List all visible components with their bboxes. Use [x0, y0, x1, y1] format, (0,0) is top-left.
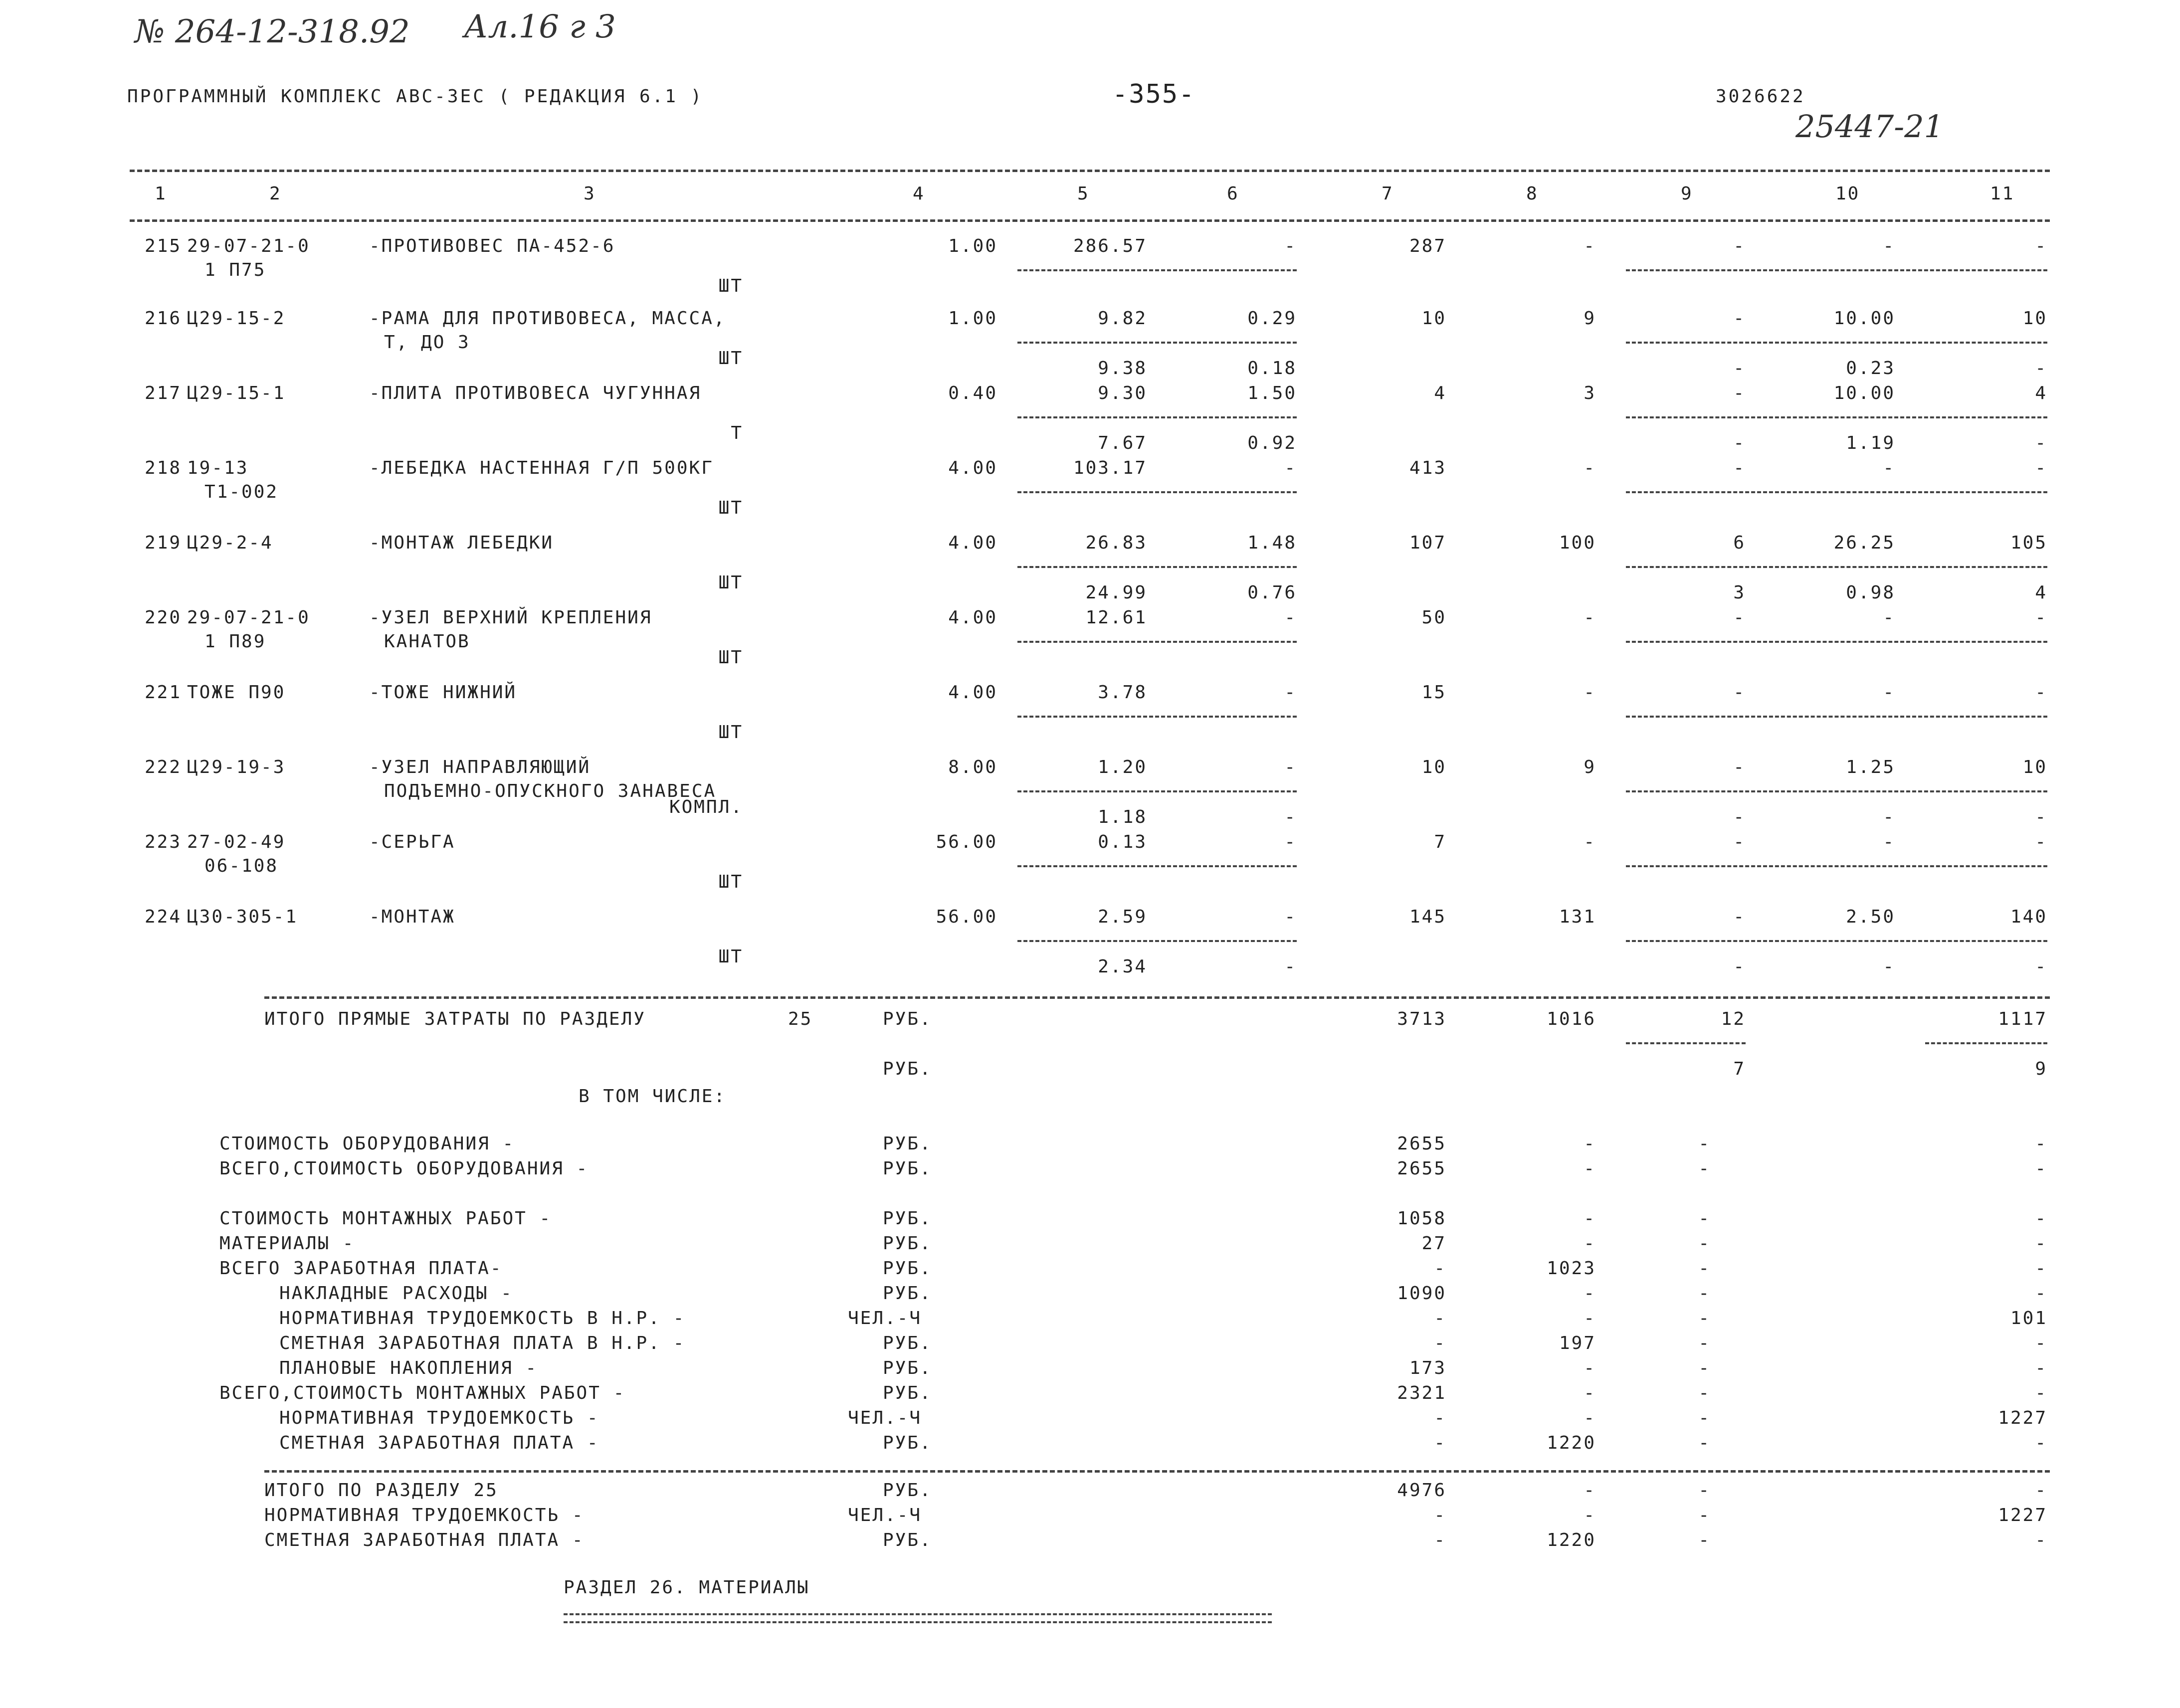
row-number: 217 — [145, 383, 182, 403]
row-number: 216 — [145, 308, 182, 329]
row-col6-line2: 0.76 — [1247, 582, 1297, 603]
totals-line-label: МАТЕРИАЛЫ - — [219, 1233, 355, 1254]
row-code: 27-02-49 — [187, 832, 286, 852]
row-code-line2: Т1-002 — [204, 482, 279, 502]
totals-rule — [264, 996, 2050, 999]
row-col9: - — [1733, 458, 1746, 478]
totals-line-col11: - — [2035, 1158, 2047, 1179]
row-subrule-price — [1017, 342, 1297, 344]
totals-line-unit: РУБ. — [883, 1258, 932, 1279]
row-total-cost: 50 — [1421, 607, 1446, 628]
row-quantity: 4.00 — [948, 607, 997, 628]
row-col6: - — [1284, 458, 1297, 478]
row-col11: - — [2035, 832, 2047, 852]
totals-line-unit: РУБ. — [883, 1383, 932, 1403]
direct-subrule-col11 — [1925, 1042, 2047, 1044]
row-code: 29-07-21-0 — [187, 607, 310, 628]
column-number: 10 — [1835, 184, 1860, 204]
totals-line-col9: - — [1698, 1308, 1711, 1328]
row-unit: ШТ — [718, 947, 743, 967]
totals-line-label: ПЛАНОВЫЕ НАКОПЛЕНИЯ - — [279, 1358, 538, 1378]
totals-line-col8: - — [1584, 1233, 1596, 1254]
row-col10: - — [1883, 458, 1895, 478]
row-col6: - — [1284, 757, 1297, 777]
row-col10: - — [1883, 607, 1895, 628]
row-subrule-right — [1626, 491, 2047, 493]
section-total-col11: - — [2035, 1480, 2047, 1501]
row-unit: ШТ — [718, 722, 743, 743]
row-col8: 100 — [1559, 533, 1596, 553]
totals-line-col11: - — [2035, 1233, 2047, 1254]
row-number: 220 — [145, 607, 182, 628]
row-col6: 0.29 — [1247, 308, 1297, 329]
row-total-cost: 413 — [1409, 458, 1446, 478]
row-code: Ц29-2-4 — [187, 533, 273, 553]
row-subrule-price — [1017, 716, 1297, 718]
totals-line-col7: 1058 — [1397, 1208, 1446, 1229]
row-number: 221 — [145, 682, 182, 703]
row-col8: 131 — [1559, 907, 1596, 927]
row-subrule-right — [1626, 416, 2047, 418]
row-col8: - — [1584, 832, 1596, 852]
row-col8: - — [1584, 682, 1596, 703]
row-col10: 10.00 — [1833, 383, 1895, 403]
row-code: Ц29-15-2 — [187, 308, 286, 329]
row-unit: ШТ — [718, 498, 743, 518]
row-col10-line2: 0.98 — [1846, 582, 1895, 603]
row-col6: 1.48 — [1247, 533, 1297, 553]
section-total-label: ИТОГО ПО РАЗДЕЛУ 25 — [264, 1480, 498, 1501]
totals-line-col9: - — [1698, 1233, 1711, 1254]
row-name: -УЗЕЛ ВЕРХНИЙ КРЕПЛЕНИЯ — [369, 607, 652, 628]
row-col8: - — [1584, 607, 1596, 628]
row-code: 29-07-21-0 — [187, 236, 310, 256]
section-total-unit: ЧЕЛ.-Ч — [848, 1505, 922, 1525]
row-subrule-price — [1017, 940, 1297, 942]
section-total-label: СМЕТНАЯ ЗАРАБОТНАЯ ПЛАТА - — [264, 1530, 585, 1550]
row-col6: 1.50 — [1247, 383, 1297, 403]
row-unit-price-labor: 24.99 — [1085, 582, 1147, 603]
column-number: 6 — [1227, 184, 1239, 204]
totals-line-col8: - — [1584, 1134, 1596, 1154]
row-unit: ШТ — [718, 647, 743, 668]
section-total-col8: - — [1584, 1505, 1596, 1525]
row-total-cost: 4 — [1434, 383, 1446, 403]
row-subrule-price — [1017, 416, 1297, 418]
section-total-col7: - — [1434, 1505, 1446, 1525]
totals-line-col9: - — [1698, 1333, 1711, 1353]
totals-line-label: СМЕТНАЯ ЗАРАБОТНАЯ ПЛАТА В Н.Р. - — [279, 1333, 686, 1353]
row-col11-line2: 4 — [2035, 582, 2047, 603]
row-name: -МОНТАЖ ЛЕБЕДКИ — [369, 533, 554, 553]
including-label: В ТОМ ЧИСЛЕ: — [579, 1086, 727, 1107]
totals-line-unit: РУБ. — [883, 1283, 932, 1304]
direct-costs-unit-2: РУБ. — [883, 1059, 932, 1079]
totals-line-col7: - — [1434, 1258, 1446, 1279]
totals-line-col7: 2321 — [1397, 1383, 1446, 1403]
totals-line-col8: - — [1584, 1208, 1596, 1229]
row-col10-line2: - — [1883, 956, 1895, 977]
totals-line-col11: - — [2035, 1358, 2047, 1378]
direct-costs-col9: 12 — [1721, 1009, 1746, 1029]
row-col6: - — [1284, 682, 1297, 703]
row-unit-price-labor: 2.34 — [1098, 956, 1147, 977]
row-col9-line2: 3 — [1733, 582, 1746, 603]
row-unit-price-labor: 1.18 — [1098, 807, 1147, 827]
column-number: 11 — [1990, 184, 2015, 204]
totals-line-col11: - — [2035, 1258, 2047, 1279]
row-col9: - — [1733, 907, 1746, 927]
row-col10-line2: 0.23 — [1846, 358, 1895, 379]
column-number: 3 — [584, 184, 596, 204]
row-col6-line2: - — [1284, 807, 1297, 827]
totals-line-col11: - — [2035, 1134, 2047, 1154]
totals-line-col8: - — [1584, 1158, 1596, 1179]
row-name-line2: Т, ДО 3 — [384, 332, 470, 353]
next-section-underline — [564, 1613, 1272, 1623]
row-col11: 4 — [2035, 383, 2047, 403]
handwritten-reference: 25447-21 — [1795, 108, 1944, 145]
totals-line-col7: 2655 — [1397, 1158, 1446, 1179]
totals-line-col7: 27 — [1421, 1233, 1446, 1254]
header-bottom-rule — [130, 219, 2050, 222]
row-col9: 6 — [1733, 533, 1746, 553]
totals-line-col9: - — [1698, 1383, 1711, 1403]
row-col9: - — [1733, 607, 1746, 628]
row-col11-line2: - — [2035, 807, 2047, 827]
row-col11: 10 — [2022, 308, 2047, 329]
row-col10: - — [1883, 682, 1895, 703]
row-number: 219 — [145, 533, 182, 553]
totals-line-col9: - — [1698, 1433, 1711, 1453]
direct-costs-section: 25 — [788, 1009, 813, 1029]
totals-line-col8: - — [1584, 1408, 1596, 1428]
row-subrule-price — [1017, 641, 1297, 643]
row-col6: - — [1284, 236, 1297, 256]
row-quantity: 4.00 — [948, 533, 997, 553]
totals-line-col7: 2655 — [1397, 1134, 1446, 1154]
row-col11: - — [2035, 682, 2047, 703]
row-subrule-right — [1626, 865, 2047, 867]
totals-line-col11: - — [2035, 1283, 2047, 1304]
section-total-col7: 4976 — [1397, 1480, 1446, 1501]
row-code: Ц29-19-3 — [187, 757, 286, 777]
totals-line-col8: - — [1584, 1358, 1596, 1378]
row-name: -МОНТАЖ — [369, 907, 455, 927]
row-subrule-right — [1626, 716, 2047, 718]
handwritten-sheet-mark: Ал.16 г 3 — [464, 8, 616, 45]
row-name: -РАМА ДЛЯ ПРОТИВОВЕСА, МАССА, — [369, 308, 726, 329]
totals-line-col8: - — [1584, 1308, 1596, 1328]
direct-costs-label: ИТОГО ПРЯМЫЕ ЗАТРАТЫ ПО РАЗДЕЛУ — [264, 1009, 646, 1029]
row-subrule-price — [1017, 790, 1297, 792]
section-total-col9: - — [1698, 1480, 1711, 1501]
column-number: 8 — [1526, 184, 1539, 204]
section-total-col7: - — [1434, 1530, 1446, 1550]
row-unit: ШТ — [718, 276, 743, 296]
row-unit: КОМПЛ. — [669, 797, 743, 817]
row-col10-line2: - — [1883, 807, 1895, 827]
row-code: Ц29-15-1 — [187, 383, 286, 403]
row-subrule-price — [1017, 491, 1297, 493]
totals-line-col7: 1090 — [1397, 1283, 1446, 1304]
row-quantity: 4.00 — [948, 682, 997, 703]
row-unit-price: 3.78 — [1098, 682, 1147, 703]
row-subrule-price — [1017, 865, 1297, 867]
totals-line-col7: - — [1434, 1433, 1446, 1453]
row-subrule-price — [1017, 566, 1297, 568]
row-col11: 105 — [2010, 533, 2047, 553]
row-total-cost: 15 — [1421, 682, 1446, 703]
row-total-cost: 145 — [1409, 907, 1446, 927]
direct-subrule-col9 — [1626, 1042, 1746, 1044]
row-quantity: 1.00 — [948, 236, 997, 256]
row-unit-price: 286.57 — [1073, 236, 1147, 256]
section-total-col11: - — [2035, 1530, 2047, 1550]
header-top-rule — [130, 170, 2050, 172]
page-number: -355- — [1112, 79, 1195, 109]
row-subrule-price — [1017, 269, 1297, 271]
totals-line-col9: - — [1698, 1208, 1711, 1229]
row-subrule-right — [1626, 566, 2047, 568]
totals-line-col9: - — [1698, 1158, 1711, 1179]
row-unit: Т — [731, 423, 743, 443]
totals-line-label: СТОИМОСТЬ МОНТАЖНЫХ РАБОТ - — [219, 1208, 552, 1229]
row-quantity: 8.00 — [948, 757, 997, 777]
totals-line-col8: 1220 — [1547, 1433, 1596, 1453]
totals-line-unit: РУБ. — [883, 1158, 932, 1179]
totals-line-col11: - — [2035, 1383, 2047, 1403]
totals-line-col9: - — [1698, 1283, 1711, 1304]
row-col8: 9 — [1584, 308, 1596, 329]
row-col9-line2: - — [1733, 358, 1746, 379]
row-col9-line2: - — [1733, 807, 1746, 827]
row-unit-price: 1.20 — [1098, 757, 1147, 777]
row-unit-price-labor: 9.38 — [1098, 358, 1147, 379]
row-subrule-right — [1626, 342, 2047, 344]
document-code: 3026622 — [1716, 86, 1805, 107]
totals-line-col8: - — [1584, 1283, 1596, 1304]
row-col9-line2: - — [1733, 433, 1746, 453]
section-total-col8: 1220 — [1547, 1530, 1596, 1550]
next-section-title: РАЗДЕЛ 26. МАТЕРИАЛЫ — [564, 1577, 810, 1598]
row-col10: 26.25 — [1833, 533, 1895, 553]
row-col9: - — [1733, 236, 1746, 256]
totals-line-col8: 1023 — [1547, 1258, 1596, 1279]
row-col9: - — [1733, 832, 1746, 852]
row-col6-line2: - — [1284, 956, 1297, 977]
row-number: 224 — [145, 907, 182, 927]
row-name: -СЕРЬГА — [369, 832, 455, 852]
row-col11: - — [2035, 236, 2047, 256]
row-subrule-right — [1626, 641, 2047, 643]
row-col10: - — [1883, 236, 1895, 256]
totals-line-label: ВСЕГО,СТОИМОСТЬ ОБОРУДОВАНИЯ - — [219, 1158, 589, 1179]
direct-costs-col11: 1117 — [1998, 1009, 2047, 1029]
column-number: 4 — [913, 184, 925, 204]
row-number: 218 — [145, 458, 182, 478]
row-unit: ШТ — [718, 348, 743, 369]
totals-line-col11: 1227 — [1998, 1408, 2047, 1428]
totals-line-label: НОРМАТИВНАЯ ТРУДОЕМКОСТЬ - — [279, 1408, 599, 1428]
row-unit-price: 9.82 — [1098, 308, 1147, 329]
row-code: Ц30-305-1 — [187, 907, 298, 927]
row-name: -ПРОТИВОВЕС ПА-452-6 — [369, 236, 615, 256]
row-name-line2: КАНАТОВ — [384, 631, 470, 652]
section-total-col9: - — [1698, 1530, 1711, 1550]
totals-line-label: НОРМАТИВНАЯ ТРУДОЕМКОСТЬ В Н.Р. - — [279, 1308, 686, 1328]
row-col6: - — [1284, 907, 1297, 927]
row-quantity: 1.00 — [948, 308, 997, 329]
row-number: 223 — [145, 832, 182, 852]
row-subrule-right — [1626, 940, 2047, 942]
row-quantity: 56.00 — [936, 832, 997, 852]
row-number: 215 — [145, 236, 182, 256]
row-unit: ШТ — [718, 872, 743, 892]
direct-costs-col8: 1016 — [1547, 1009, 1596, 1029]
totals-line-label: ВСЕГО,СТОИМОСТЬ МОНТАЖНЫХ РАБОТ - — [219, 1383, 626, 1403]
row-col10: - — [1883, 832, 1895, 852]
totals-line-col11: - — [2035, 1208, 2047, 1229]
totals-line-col9: - — [1698, 1358, 1711, 1378]
row-unit-price-labor: 7.67 — [1098, 433, 1147, 453]
row-col11: 140 — [2010, 907, 2047, 927]
totals-line-unit: РУБ. — [883, 1208, 932, 1229]
section-total-col8: - — [1584, 1480, 1596, 1501]
totals-line-col11: - — [2035, 1333, 2047, 1353]
section-total-col9: - — [1698, 1505, 1711, 1525]
totals-line-col11: 101 — [2010, 1308, 2047, 1328]
column-number: 2 — [269, 184, 282, 204]
column-number: 7 — [1382, 184, 1394, 204]
row-name: -УЗЕЛ НАПРАВЛЯЮЩИЙ — [369, 757, 591, 777]
row-col10: 2.50 — [1846, 907, 1895, 927]
row-col8: 3 — [1584, 383, 1596, 403]
direct-costs-col11-line2: 9 — [2035, 1059, 2047, 1079]
row-code-line2: 06-108 — [204, 856, 279, 876]
row-col9: - — [1733, 383, 1746, 403]
section-rule — [264, 1470, 2050, 1473]
totals-line-col7: - — [1434, 1333, 1446, 1353]
row-total-cost: 287 — [1409, 236, 1446, 256]
row-col6: - — [1284, 832, 1297, 852]
row-col11: - — [2035, 607, 2047, 628]
section-total-unit: РУБ. — [883, 1530, 932, 1550]
totals-line-label: СТОИМОСТЬ ОБОРУДОВАНИЯ - — [219, 1134, 515, 1154]
direct-costs-total: 3713 — [1397, 1009, 1446, 1029]
row-unit-price: 12.61 — [1085, 607, 1147, 628]
totals-line-unit: ЧЕЛ.-Ч — [848, 1408, 922, 1428]
row-total-cost: 10 — [1421, 308, 1446, 329]
row-col11-line2: - — [2035, 433, 2047, 453]
row-col10: 1.25 — [1846, 757, 1895, 777]
totals-line-label: ВСЕГО ЗАРАБОТНАЯ ПЛАТА- — [219, 1258, 503, 1279]
totals-line-col9: - — [1698, 1134, 1711, 1154]
totals-line-col9: - — [1698, 1408, 1711, 1428]
row-col9: - — [1733, 682, 1746, 703]
totals-line-label: СМЕТНАЯ ЗАРАБОТНАЯ ПЛАТА - — [279, 1433, 599, 1453]
row-code: ТОЖЕ П90 — [187, 682, 286, 703]
row-total-cost: 107 — [1409, 533, 1446, 553]
row-code-line2: 1 П75 — [204, 260, 266, 280]
totals-line-col7: - — [1434, 1408, 1446, 1428]
section-total-label: НОРМАТИВНАЯ ТРУДОЕМКОСТЬ - — [264, 1505, 585, 1525]
totals-line-unit: РУБ. — [883, 1358, 932, 1378]
row-col9: - — [1733, 308, 1746, 329]
row-col9: - — [1733, 757, 1746, 777]
row-total-cost: 10 — [1421, 757, 1446, 777]
row-col8: - — [1584, 236, 1596, 256]
totals-line-unit: РУБ. — [883, 1134, 932, 1154]
row-quantity: 4.00 — [948, 458, 997, 478]
totals-line-unit: РУБ. — [883, 1433, 932, 1453]
row-number: 222 — [145, 757, 182, 777]
totals-line-col7: - — [1434, 1308, 1446, 1328]
row-code: 19-13 — [187, 458, 249, 478]
totals-line-label: НАКЛАДНЫЕ РАСХОДЫ - — [279, 1283, 513, 1304]
section-total-col11: 1227 — [1998, 1505, 2047, 1525]
row-name-line2: ПОДЪЕМНО-ОПУСКНОГО ЗАНАВЕСА — [384, 781, 717, 801]
row-subrule-right — [1626, 269, 2047, 271]
row-col6-line2: 0.92 — [1247, 433, 1297, 453]
row-col11: - — [2035, 458, 2047, 478]
row-name: -ТОЖЕ НИЖНИЙ — [369, 682, 517, 703]
section-total-unit: РУБ. — [883, 1480, 932, 1501]
row-subrule-right — [1626, 790, 2047, 792]
row-unit: ШТ — [718, 572, 743, 593]
totals-line-col9: - — [1698, 1258, 1711, 1279]
column-number: 5 — [1077, 184, 1090, 204]
totals-line-col8: 197 — [1559, 1333, 1596, 1353]
totals-line-col8: - — [1584, 1383, 1596, 1403]
totals-line-col7: 173 — [1409, 1358, 1446, 1378]
direct-costs-unit: РУБ. — [883, 1009, 932, 1029]
row-unit-price: 26.83 — [1085, 533, 1147, 553]
row-col11-line2: - — [2035, 358, 2047, 379]
row-unit-price: 103.17 — [1073, 458, 1147, 478]
row-col11: 10 — [2022, 757, 2047, 777]
row-unit-price: 0.13 — [1098, 832, 1147, 852]
direct-costs-col9-line2: 7 — [1733, 1059, 1746, 1079]
row-col8: - — [1584, 458, 1596, 478]
program-header: ПРОГРАММНЫЙ КОМПЛЕКС АВС-3ЕС ( РЕДАКЦИЯ 6.1 ) — [127, 86, 704, 107]
row-col8: 9 — [1584, 757, 1596, 777]
column-number: 1 — [155, 184, 167, 204]
totals-line-unit: ЧЕЛ.-Ч — [848, 1308, 922, 1328]
row-col6-line2: 0.18 — [1247, 358, 1297, 379]
row-col11-line2: - — [2035, 956, 2047, 977]
row-unit-price: 2.59 — [1098, 907, 1147, 927]
column-number: 9 — [1681, 184, 1693, 204]
handwritten-doc-number: № 264-12-318.92 — [135, 13, 410, 50]
row-col9-line2: - — [1733, 956, 1746, 977]
totals-line-unit: РУБ. — [883, 1333, 932, 1353]
row-name: -ЛЕБЕДКА НАСТЕННАЯ Г/П 500КГ — [369, 458, 714, 478]
row-quantity: 56.00 — [936, 907, 997, 927]
row-unit-price: 9.30 — [1098, 383, 1147, 403]
row-col10: 10.00 — [1833, 308, 1895, 329]
row-total-cost: 7 — [1434, 832, 1446, 852]
totals-line-col11: - — [2035, 1433, 2047, 1453]
row-name: -ПЛИТА ПРОТИВОВЕСА ЧУГУННАЯ — [369, 383, 702, 403]
totals-line-unit: РУБ. — [883, 1233, 932, 1254]
row-quantity: 0.40 — [948, 383, 997, 403]
row-col6: - — [1284, 607, 1297, 628]
row-col10-line2: 1.19 — [1846, 433, 1895, 453]
row-code-line2: 1 П89 — [204, 631, 266, 652]
